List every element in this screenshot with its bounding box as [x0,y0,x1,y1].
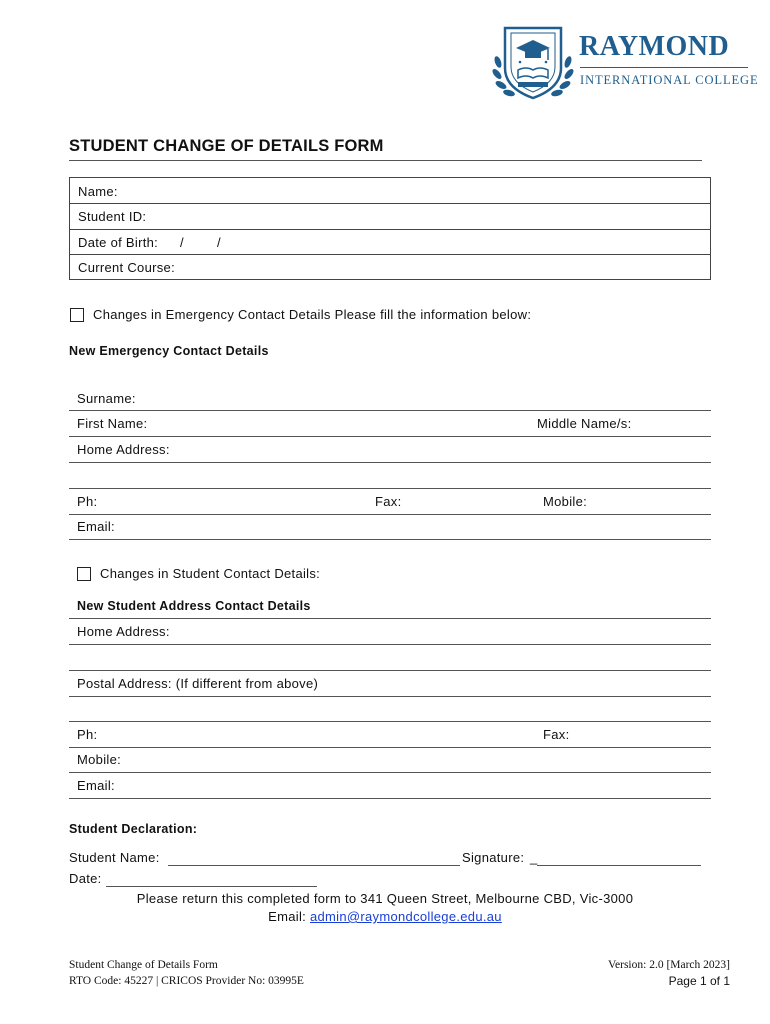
ph-label: Ph: [77,494,98,509]
brand-divider [580,67,748,68]
footer-form-name: Student Change of Details Form [69,959,218,971]
signature-label: Signature: [462,850,525,865]
date-label: Date: [69,871,102,886]
student-phone-line[interactable] [69,747,711,748]
declaration-heading: Student Declaration: [69,822,198,836]
student-home-address-line-2[interactable] [69,670,711,671]
brand-subtitle: INTERNATIONAL COLLEGE [580,73,759,87]
brand-name: RAYMOND [579,31,730,62]
footer-page: Page 1 of 1 [668,974,730,988]
student-mobile-label: Mobile: [77,752,122,767]
mobile-label: Mobile: [543,494,588,509]
student-home-address-line[interactable] [69,644,711,645]
signature-line[interactable] [537,865,701,866]
student-mobile-line[interactable] [69,772,711,773]
home-address-line[interactable] [69,462,711,463]
graduation-cap-shield-icon [488,22,578,104]
student-contact-heading: New Student Address Contact Details [77,599,311,613]
footer-codes: RTO Code: 45227 | CRICOS Provider No: 03995E [69,975,304,987]
current-course-label: Current Course: [78,260,175,275]
home-address-line-2[interactable] [69,488,711,489]
fax-label: Fax: [375,494,402,509]
student-email-label: Email: [77,778,115,793]
student-name-line[interactable] [168,865,460,866]
home-address-label: Home Address: [77,442,170,457]
row-divider [70,229,710,230]
student-email-line[interactable] [69,798,711,799]
title-underline [69,160,702,161]
college-email-link[interactable]: admin@raymondcollege.edu.au [309,909,502,924]
student-ph-label: Ph: [77,727,98,742]
first-name-label: First Name: [77,416,148,431]
surname-label: Surname: [77,391,136,406]
dob-separator: / [180,235,184,250]
dob-label: Date of Birth: [78,235,159,250]
student-id-label: Student ID: [78,209,147,224]
email-label: Email: [77,519,115,534]
postal-address-line-2[interactable] [69,721,711,722]
student-name-label: Student Name: [69,850,160,865]
signature-prefix: _ [530,850,538,865]
return-instructions: Please return this completed form to 341 Queen Street, Melbourne CBD, Vic-3000 [136,891,634,906]
postal-address-line[interactable] [69,696,711,697]
first-name-line[interactable] [69,436,711,437]
emergency-contact-checkbox[interactable] [70,308,84,322]
student-id-field[interactable] [70,204,710,228]
email-prefix: Email: [268,909,310,924]
emergency-checkbox-label: Changes in Emergency Contact Details Please fill the information below: [93,307,532,322]
student-contact-checkbox-label: Changes in Student Contact Details: [100,566,321,581]
name-label: Name: [78,184,118,199]
return-email-line [0,909,770,924]
student-contact-checkbox[interactable] [77,567,91,581]
footer-version: Version: 2.0 [March 2023] [607,959,730,971]
middle-name-label: Middle Name/s: [537,416,632,431]
date-line[interactable] [106,886,317,887]
student-home-address-label: Home Address: [77,624,170,639]
postal-address-label: Postal Address: (If different from above) [77,676,319,691]
surname-line[interactable] [69,410,711,411]
email-line[interactable] [69,539,711,540]
emergency-heading: New Emergency Contact Details [69,344,269,358]
student-fax-label: Fax: [543,727,570,742]
heading-underline [69,618,711,619]
dob-separator: / [217,235,221,250]
form-title: STUDENT CHANGE OF DETAILS FORM [69,137,384,155]
row-divider [70,254,710,255]
student-info-box [69,177,711,280]
phone-line[interactable] [69,514,711,515]
